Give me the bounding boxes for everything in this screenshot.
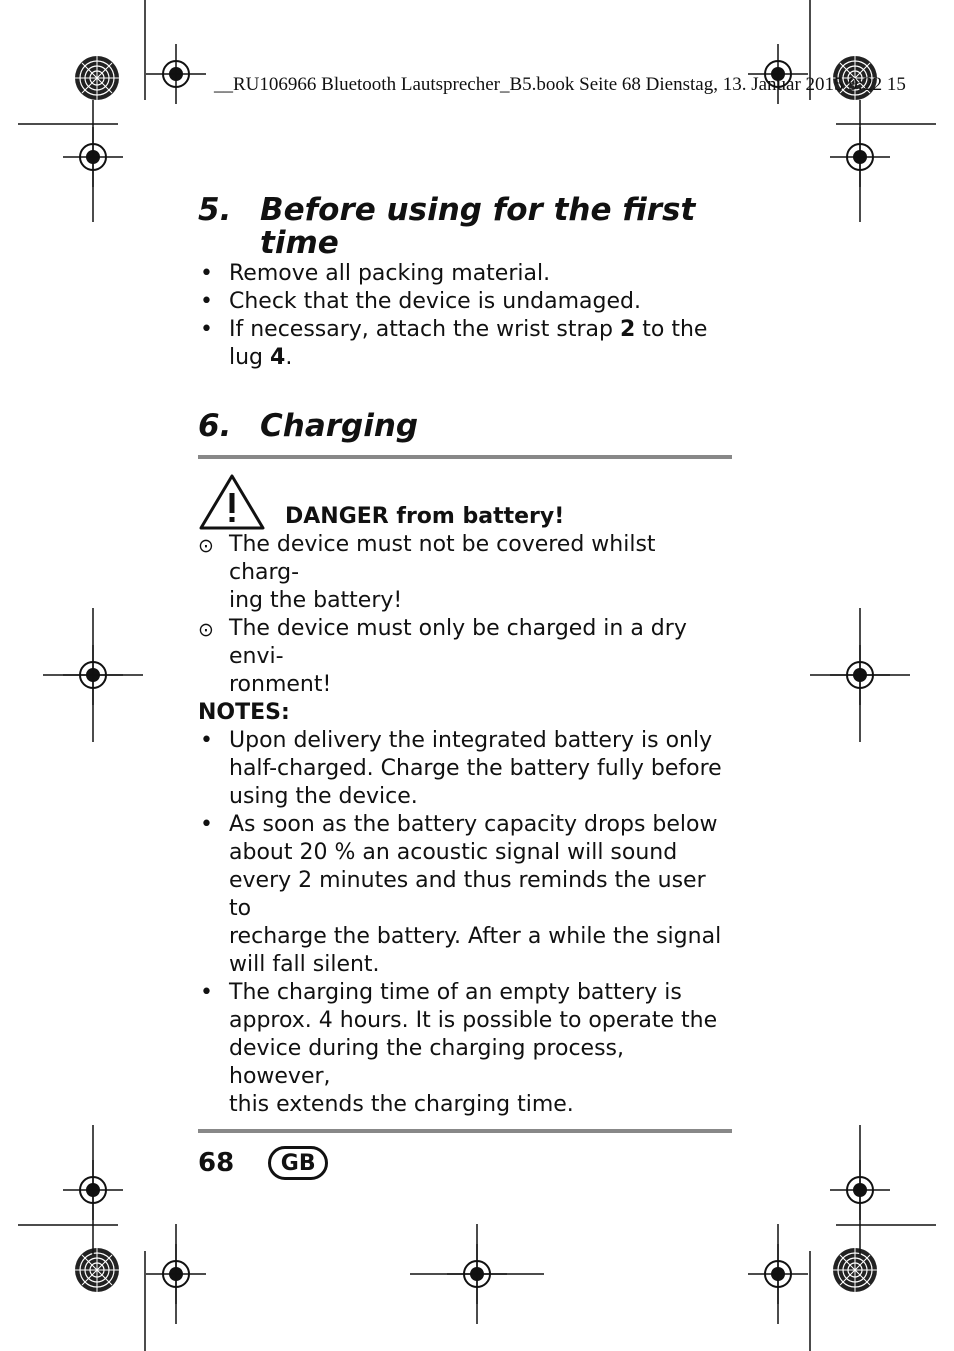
divider bbox=[198, 1129, 732, 1133]
section-6-number: 6. bbox=[198, 408, 232, 444]
part-ref: 2 bbox=[619, 317, 636, 342]
list-item: • Upon delivery the integrated battery is only half-charged. Charge the battery fully before using the device. bbox=[200, 728, 722, 809]
list-item: ⊙ The device must only be charged in a dry envi- ronment! bbox=[198, 616, 687, 697]
section-5-list bbox=[198, 260, 732, 372]
page-number: 68 bbox=[198, 1148, 235, 1178]
bullet-icon: • bbox=[200, 289, 213, 314]
list-item: • Check that the device is undamaged. bbox=[200, 289, 641, 314]
section-5-number: 5. bbox=[198, 192, 232, 228]
list-item: • If necessary, attach the wrist strap 2 to the lug 4. bbox=[200, 317, 708, 370]
bullet-icon: • bbox=[200, 317, 213, 342]
section-5-title: Before using for the first time bbox=[260, 192, 696, 261]
section-6-title: Charging bbox=[260, 408, 419, 444]
bullet-icon: • bbox=[200, 261, 213, 286]
part-ref: 4 bbox=[270, 345, 286, 370]
bullet-icon: • bbox=[200, 812, 213, 837]
circle-bullet-icon: ⊙ bbox=[198, 619, 214, 641]
warning-triangle-icon bbox=[198, 473, 266, 531]
circle-bullet-icon: ⊙ bbox=[198, 535, 214, 557]
bullet-icon: • bbox=[200, 728, 213, 753]
list-item: • The charging time of an empty battery is approx. 4 hours. It is possible to operate the device during the charging process, however, this extends the charging time. bbox=[200, 980, 718, 1117]
section-5-heading bbox=[198, 194, 732, 260]
list-item: • Remove all packing material. bbox=[200, 261, 551, 286]
divider bbox=[198, 455, 732, 459]
section-6-heading bbox=[198, 410, 732, 443]
bullet-icon: • bbox=[200, 980, 213, 1005]
danger-list bbox=[198, 531, 732, 699]
list-item: ⊙ The device must not be covered whilst charg- ing the battery! bbox=[198, 532, 656, 613]
country-badge: GB bbox=[268, 1146, 328, 1180]
print-header: __RU106966 Bluetooth Lautsprecher_B5.book Seite 68 Dienstag, 13. Januar 2015 9:22 15 bbox=[214, 74, 906, 95]
page-footer bbox=[198, 1146, 328, 1180]
danger-header bbox=[198, 473, 732, 531]
page-content bbox=[198, 190, 732, 1133]
notes-title: NOTES: bbox=[198, 700, 290, 725]
notes-list bbox=[198, 727, 732, 1119]
list-item: • As soon as the battery capacity drops below about 20 % an acoustic signal will sound every 2 minutes and thus reminds the user to recharge the battery. After a while the signal will fall silent. bbox=[200, 812, 722, 977]
danger-title: DANGER from battery! bbox=[285, 504, 565, 529]
